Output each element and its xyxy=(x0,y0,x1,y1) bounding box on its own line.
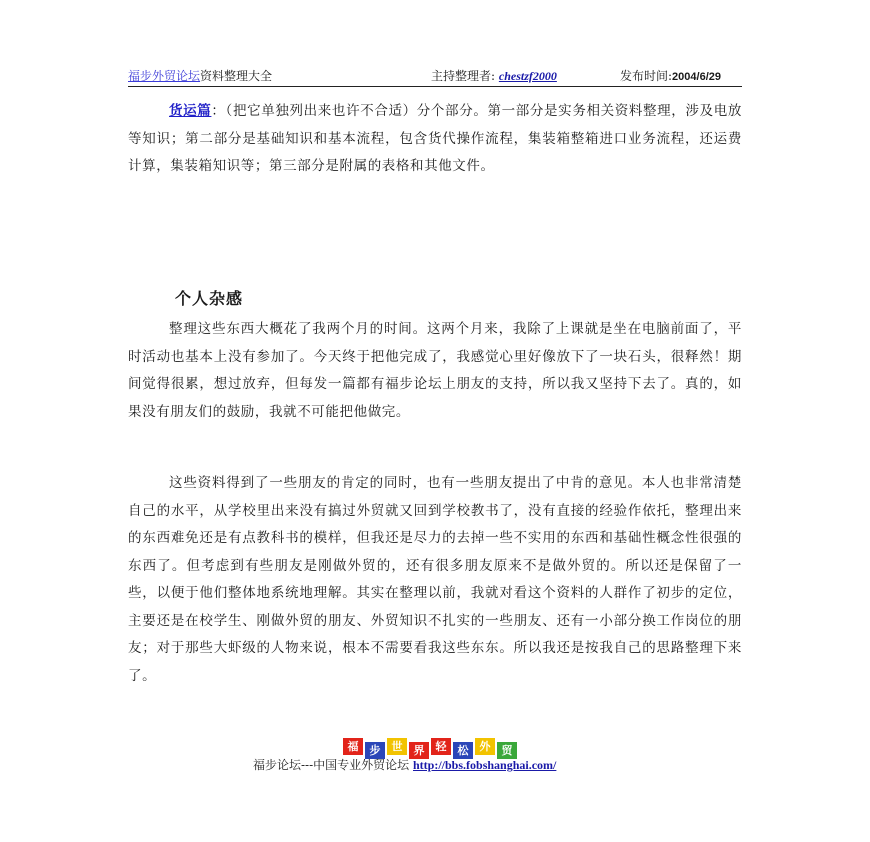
logo-char: 步 xyxy=(365,742,385,759)
footer-text xyxy=(253,757,556,773)
logo-char: 松 xyxy=(453,742,473,759)
logo-char: 贸 xyxy=(497,742,517,759)
forum-name-link[interactable]: 福步外贸论坛 xyxy=(128,69,201,83)
section-title: 个人杂感 xyxy=(175,289,244,308)
body-paragraph-1: 整理这些东西大概花了我两个月的时间。这两个月来，我除了上课就是坐在电脑前面了，平时活动也基本上没有参加了。今天终于把他完成了，我感觉心里好像放下了一块石头，很释然！期间觉得很累，想过放弃，但每发一篇都有福步论坛上朋友的支持，所以我又坚持下去了。真的，如果没有朋友们的鼓励，我就不可能把他做完。 xyxy=(128,321,742,420)
logo-char: 福 xyxy=(343,738,363,755)
host-name-link[interactable]: chestzf2000 xyxy=(498,69,557,83)
logo-char: 界 xyxy=(409,742,429,759)
header-subtitle: 资料整理大全 xyxy=(200,69,273,83)
date-value: 2004/6/29 xyxy=(672,71,721,83)
logo-char: 世 xyxy=(387,738,407,755)
logo-char: 外 xyxy=(475,738,495,755)
host-info xyxy=(431,68,557,84)
footer-url-link[interactable]: http://bbs.fobshanghai.com/ xyxy=(413,758,557,772)
intro-text: ：（把它单独列出来也许不合适）分个部分。第一部分是实务相关资料整理，涉及电放等知识；第二部分是基础知识和基本流程，包含货代操作流程，集装箱整箱进口业务流程，还运费计算，集装箱知识等；第三部分是附属的表格和其他文件。 xyxy=(128,103,742,174)
footer-logo xyxy=(343,738,517,756)
body-paragraph-2: 这些资料得到了一些朋友的肯定的同时，也有一些朋友提出了中肯的意见。本人也非常清楚自己的水平，从学校里出来没有搞过外贸就又回到学校教书了，没有直接的经验作依托，整理出来的东西难免还是有点教科书的模样，但我还是尽力的去掉一些不实用的东西和基础性概念性很强的东西了。但考虑到有些朋友是刚做外贸的，还有很多朋友原来不是做外贸的。所以还是保留了一些，以便于他们整体地系统地理解。其实在整理以前，我就对看这个资料的人群作了初步的定位，主要还是在校学生、刚做外贸的朋友、外贸知识不扎实的一些朋友、还有一小部分换工作岗位的朋友；对于那些大虾级的人物来说，根本不需要看我这些东东。所以我还是按我自己的思路整理下来了。 xyxy=(128,475,742,684)
footer-label: 福步论坛---中国专业外贸论坛 xyxy=(253,758,410,772)
date-label: 发布时间: xyxy=(620,69,673,83)
publish-date xyxy=(620,68,721,85)
host-label: 主持整理者: xyxy=(431,69,496,83)
page-header xyxy=(128,68,742,87)
logo-char: 轻 xyxy=(431,738,451,755)
intro-paragraph xyxy=(128,98,742,181)
intro-highlight-link[interactable]: 货运篇 xyxy=(169,103,212,119)
